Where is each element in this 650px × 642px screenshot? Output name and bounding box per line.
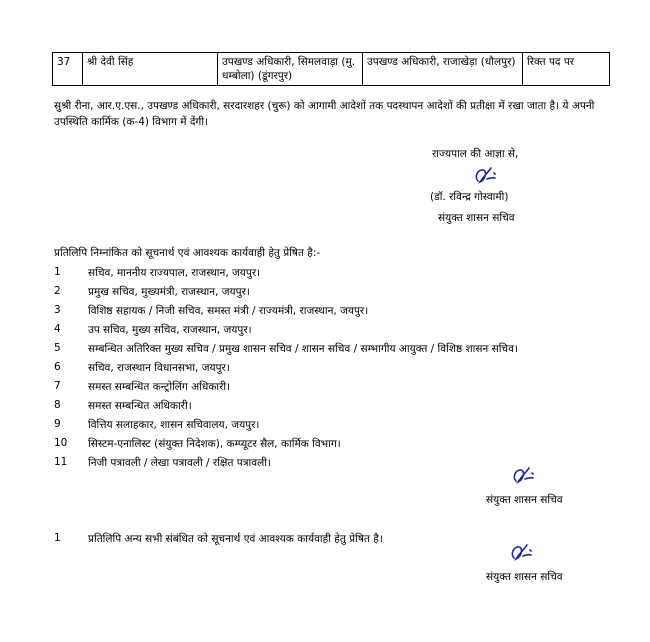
list-item-text: विशिष्ठ सहायक / निजी सचिव, समस्त मंत्री / राज्यमंत्री, राजस्थान, जयपुर। — [88, 305, 369, 317]
copy-note-text: प्रतिलिपि अन्य सभी संबंधित को सूचनार्थ एवं आवश्यक कार्यवाही हेतु प्रेषित है। — [88, 533, 383, 545]
list-item-number: 3 — [54, 304, 61, 316]
designation-label: संयुक्त शासन सचिव — [486, 494, 563, 506]
list-item-text: निजी पत्रावली / लेखा पत्रावली / रक्षित पत्रावली। — [88, 457, 271, 469]
copy-note-number: 1 — [54, 532, 61, 544]
order-paragraph: सुश्री रीना, आर.ए.एस., उपखण्ड अधिकारी, सरदारशहर (चुरू) को आगामी आदेशों तक पदस्थापन आदेशों की प्रतीक्षा में रखा जाता है। ये अपनी उपस्थिति कार्मिक (क-4) विभाग में देंगी। — [54, 100, 595, 128]
posting-table — [52, 52, 610, 86]
list-item-text: वित्तिय सलाहकार, शासन सचिवालय, जयपुर। — [88, 419, 260, 431]
cell-name: श्री देवी सिंह — [83, 53, 218, 86]
cell-sno: 37 — [53, 53, 83, 86]
signature-image — [470, 163, 500, 187]
list-item-text: सम्बन्धित अतिरिक्त मुख्य सचिव / प्रमुख शासन सचिव / शासन सचिव / सम्भागीय आयुक्त / विशिष्ठ शासन सचिव। — [88, 343, 518, 355]
authority-line: राज्यपाल की आज्ञा से, — [432, 148, 519, 160]
list-item-text: समस्त सम्बन्धित अधिकारी। — [88, 400, 192, 412]
list-item-number: 1 — [54, 266, 61, 278]
list-item-text: सचिव, माननीय राज्यपाल, राजस्थान, जयपुर। — [88, 267, 261, 279]
designation-label: संयुक्त शासन सचिव — [486, 571, 563, 583]
list-item-number: 6 — [54, 361, 61, 373]
list-item-text: सिस्टम-एनालिस्ट (संयुक्त निदेशक), कम्प्यूटर सैल, कार्मिक विभाग। — [88, 438, 341, 450]
signature-image — [508, 463, 538, 487]
list-item-number: 7 — [54, 380, 61, 392]
list-item-text: उप सचिव, मुख्य सचिव, राजस्थान, जयपुर। — [88, 324, 252, 336]
list-item-text: समस्त सम्बन्धित कन्ट्रोलिंग अधिकारी। — [88, 381, 231, 393]
list-item-number: 11 — [54, 456, 68, 468]
designation-label: संयुक्त शासन सचिव — [438, 212, 515, 224]
signature-image — [506, 540, 536, 564]
list-item-number: 4 — [54, 323, 61, 335]
list-item-text: प्रमुख सचिव, मुख्यमंत्री, राजस्थान, जयपुर। — [88, 286, 250, 298]
signatory-name: (डॉ. रविन्द्र गोस्वामी) — [430, 191, 509, 203]
list-item-number: 10 — [54, 437, 68, 449]
cell-current-post: उपखण्ड अधिकारी, सिमलवाड़ा (मु. धम्बोला) (डूंगरपुर) — [218, 53, 363, 86]
list-item-number: 2 — [54, 285, 61, 297]
cell-remark: रिक्त पद पर — [523, 53, 610, 86]
list-item-text: सचिव, राजस्थान विधानसभा, जयपुर। — [88, 362, 230, 374]
list-item-number: 5 — [54, 342, 61, 354]
list-item-number: 8 — [54, 399, 61, 411]
cell-new-post: उपखण्ड अधिकारी, राजाखेड़ा (धौलपुर) — [363, 53, 523, 86]
list-item-number: 9 — [54, 418, 61, 430]
table-row — [53, 53, 610, 86]
copy-intro: प्रतिलिपि निम्नांकित को सूचनार्थ एवं आवश्यक कार्यवाही हेतु प्रेषित है:- — [54, 247, 321, 259]
